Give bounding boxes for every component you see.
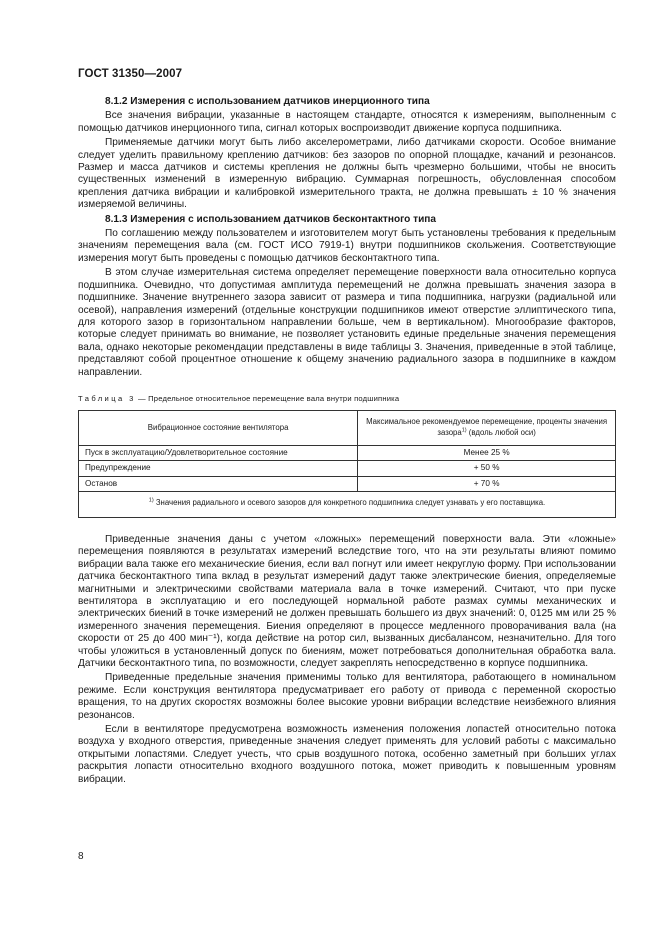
section-heading-8-1-2: 8.1.2 Измерения с использованием датчиков инерционного типа [105,96,430,107]
table-header-state: Вибрационное состояние вентилятора [79,410,358,445]
table-header-displacement: Максимальное рекомендуемое перемещение, проценты значения зазора$^{1)}$ (вдоль любой оси) [358,410,616,445]
paragraph: Приведенные предельные значения применимы только для вентилятора, работающего в номинальном режиме. Если конструкция вентилятора предусматривает его работу от привода с переменной скоростью вращения, то на других скоростях возможны более высокие уровни вибрации вследствие неизбежного влияния резонансов. [78,672,616,721]
document-header: ГОСТ 31350—2007 [78,68,183,80]
table-footnote: $^{1)}$ Значения радиального и осевого зазоров для конкретного подшипника следует узнавать у его поставщика. [79,492,616,518]
table-footnote-row [79,492,616,518]
paragraph: Все значения вибрации, указанные в настоящем стандарте, относятся к измерениям, выполненным с помощью датчиков инерционного типа, сигнал которых воспроизводит движение корпуса подшипника. [78,110,616,134]
paragraph: По соглашению между пользователем и изготовителем могут быть установлены требования к предельным значениям перемещения вала (см. ГОСТ ИСО 7919-1) внутри подшипников скольжения. Соответствующие измерения могут быть проведены с помощью датчиков бесконтактного типа. [78,228,616,264]
table-cell-state: Останов [79,476,358,492]
table-row [79,445,616,461]
section-heading-8-1-3: 8.1.3 Измерения с использованием датчиков бесконтактного типа [105,213,437,225]
paragraph: Приведенные значения даны с учетом «ложных» перемещений поверхности вала. Эти «ложные» перемещения появляются в результатах измерений вследствие того, что на эти результаты влияют помимо вибрации вала также его механические биения, если вал погнут или имеет некруглую форму. При использовании датчика бесконтактного типа вклад в результат измерений дадут также электрические биения, определяемые магнитными и электрическими свойствами материала вала в точке измерений. Считают, что при пуске вентилятора в эксплуатацию и его последующей нормальной работе размах суммы механических и электрических биений в точке измерений не должен превышать большего из двух значений: 0, 0125 мм или 25 % измеренного значения перемещения. Биения определяют в процессе медленного проворачивания вала (на скорости от 25 до 400 мин⁻¹), когда действие на ротор сил, вызванных дисбалансом, незначительно. Для того чтобы уложиться в установленный допуск по биениям, может потребоваться дополнительная обработка вала. Датчики бесконтактного типа, по возможности, следует закреплять непосредственно в корпусе подшипника. [78,533,616,669]
document-body [78,96,616,786]
paragraph: В этом случае измерительная система определяет перемещение поверхности вала относительно корпуса подшипника. Очевидно, что допустимая амплитуда перемещений не должна превышать значения зазора в подшипнике. Значение внутреннего зазора зависит от размера и типа подшипника, нагрузки (радиальной или осевой), направления измерений (отдельные конструкции подшипников имеют отверстие эллиптического типа, для которого зазор в горизонтальном направлении больше, чем в вертикальном). Многообразие факторов, которые следует принимать во внимание, не позволяет установить единые предельные значения перемещения вала, однако некоторые рекомендации представлены в виде таблицы 3. Значения, приведенные в этой таблице, представляют собой процентное отношение к общему значению радиального зазора в подшипнике в каждом направлении. [78,267,616,378]
table-cell-state: Пуск в эксплуатацию/Удовлетворительное состояние [79,445,358,461]
table-caption [78,394,616,404]
table-header-row [79,410,616,445]
page-number: 8 [78,851,84,862]
table-cell-state: Предупреждение [79,461,358,477]
table-row [79,476,616,492]
table-cell-value: + 70 % [358,476,616,492]
table-cell-value: Менее 25 % [358,445,616,461]
table-caption-text: — Предельное относительное перемещение вала внутри подшипника [135,393,400,403]
paragraph: Применяемые датчики могут быть либо акселерометрами, либо датчиками скорости. Особое внимание следует уделить правильному креплению датчиков: без зазоров по опорной площадке, качаний и резонансов. Размер и масса датчиков и системы крепления не должны быть чрезмерно большими, чтобы не вносить существенных изменений в измеренную вибрацию. Суммарная погрешность, обусловленная способом крепления датчика вибрации и калибровкой измерительного тракта, не должна превышать ± 10 % значения измеряемой величины. [78,137,616,211]
table-row [79,461,616,477]
table-cell-value: + 50 % [358,461,616,477]
table-3 [78,410,616,518]
paragraph: Если в вентиляторе предусмотрена возможность изменения положения лопастей относительно потока воздуха у входного отверстия, приведенные значения следует применять для условий работы с максимально открытыми лопастями. Следует учесть, что срыв воздушного потока, особенно заметный при больших углах раскрытия лопасти относительно входного воздушного потока, может приводить к повышенным уровням вибрации. [78,724,616,785]
table-caption-label: Таблица 3 [78,393,136,403]
